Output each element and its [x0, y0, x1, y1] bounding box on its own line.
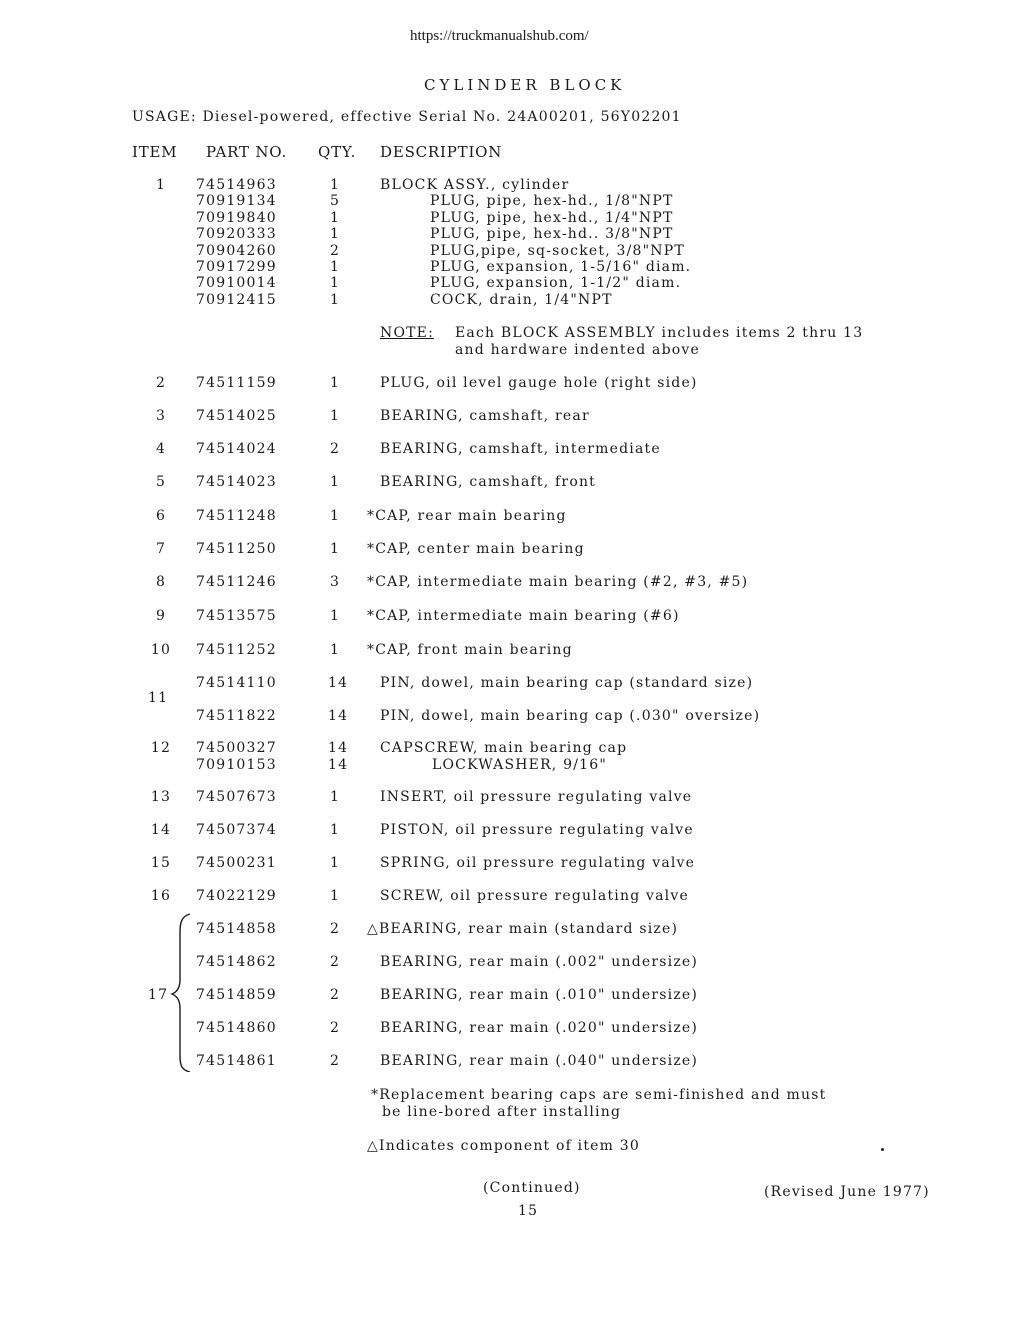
quantity: 1 — [329, 888, 341, 904]
part-number: 74514860 — [196, 1020, 277, 1036]
quantity: 5 — [329, 193, 341, 210]
table-row — [0, 1053, 1020, 1071]
table-row — [0, 757, 1020, 775]
description: CAPSCREW, main bearing cap — [380, 740, 628, 756]
description: PLUG, pipe, hex-hd.. 3/8"NPT — [430, 226, 674, 243]
table-row — [0, 642, 1020, 660]
description: PLUG, expansion, 1-1/2" diam. — [430, 275, 682, 292]
quantity: 14 — [328, 757, 349, 773]
description: *CAP, front main bearing — [367, 642, 573, 658]
revision-date: (Revised June 1977) — [764, 1184, 930, 1200]
note-line-2: and hardware indented above — [455, 342, 700, 358]
quantity: 1 — [329, 259, 341, 275]
quantity: 14 — [328, 675, 349, 691]
item-11-label: 11 — [148, 690, 169, 706]
description: BEARING, rear main (.002" undersize) — [380, 954, 699, 970]
table-row — [0, 608, 1020, 626]
part-number: 70920333 — [196, 226, 277, 243]
quantity: 1 — [329, 375, 341, 391]
item-number: 8 — [155, 574, 167, 590]
quantity: 2 — [329, 242, 341, 259]
description: PLUG, pipe, hex-hd., 1/4"NPT — [430, 209, 674, 226]
quantity: 1 — [329, 209, 341, 226]
table-row — [0, 259, 1020, 277]
table-row — [0, 574, 1020, 592]
part-number: 74514861 — [196, 1053, 277, 1069]
description: BEARING, rear main (.020" undersize) — [380, 1020, 699, 1036]
part-number: 74500327 — [196, 740, 277, 756]
item-number: 14 — [150, 822, 172, 838]
quantity: 1 — [329, 408, 341, 424]
part-number: 74514110 — [196, 675, 277, 691]
source-url: https://truckmanualshub.com/ — [410, 28, 589, 44]
item-number: 3 — [155, 408, 167, 424]
description: *CAP, intermediate main bearing (#2, #3, #5) — [367, 574, 749, 590]
part-number: 74514023 — [196, 474, 277, 490]
description: BEARING, camshaft, rear — [380, 408, 590, 424]
table-row — [0, 708, 1020, 726]
quantity: 1 — [329, 855, 341, 871]
quantity: 1 — [329, 541, 341, 557]
table-row — [0, 855, 1020, 873]
part-number: 74514024 — [196, 441, 277, 457]
note-line-1: Each BLOCK ASSEMBLY includes items 2 thru 13 — [455, 325, 864, 341]
item-number: 6 — [155, 508, 167, 524]
quantity: 2 — [329, 954, 341, 970]
description: BEARING, rear main (.010" undersize) — [380, 987, 699, 1003]
header-description: DESCRIPTION — [380, 143, 503, 161]
quantity: 3 — [329, 574, 341, 590]
part-number: 70919840 — [196, 209, 277, 226]
description: COCK, drain, 1/4"NPT — [430, 291, 613, 308]
table-row — [0, 740, 1020, 758]
quantity: 1 — [329, 822, 341, 838]
quantity: 2 — [329, 441, 341, 457]
part-number: 70910014 — [196, 275, 277, 292]
item-number: 2 — [155, 375, 167, 391]
description: BEARING, camshaft, intermediate — [380, 441, 661, 457]
description: SCREW, oil pressure regulating valve — [380, 888, 689, 904]
description: △BEARING, rear main (standard size) — [367, 921, 679, 937]
table-row — [0, 226, 1020, 244]
header-qty: QTY. — [318, 143, 357, 161]
part-number: 70917299 — [196, 259, 277, 275]
page-title: CYLINDER BLOCK — [424, 76, 626, 94]
quantity: 2 — [329, 987, 341, 1003]
continued-label: (Continued) — [483, 1180, 581, 1196]
part-number: 74022129 — [196, 888, 277, 904]
table-row — [0, 243, 1020, 261]
item-number: 13 — [150, 789, 172, 805]
part-number: 74507374 — [196, 822, 277, 838]
item-number: 9 — [155, 608, 167, 624]
page-number: 15 — [518, 1203, 539, 1219]
table-row — [0, 292, 1020, 310]
description: PIN, dowel, main bearing cap (standard size) — [380, 675, 754, 691]
part-number: 74511250 — [196, 541, 277, 557]
quantity: 1 — [329, 275, 341, 292]
header-part-no: PART NO. — [206, 143, 288, 161]
table-row — [0, 441, 1020, 459]
quantity: 1 — [329, 226, 341, 243]
part-number: 74511246 — [196, 574, 277, 590]
table-row — [0, 954, 1020, 972]
note-label: NOTE: — [380, 325, 435, 341]
description: BEARING, camshaft, front — [380, 474, 596, 490]
item-17-brace — [170, 912, 196, 1072]
part-number: 74514862 — [196, 954, 277, 970]
quantity: 1 — [329, 291, 341, 308]
item-number: 10 — [150, 642, 172, 658]
footnote-component: △Indicates component of item 30 — [367, 1138, 641, 1154]
description: PLUG, oil level gauge hole (right side) — [380, 375, 698, 391]
part-number: 74507673 — [196, 789, 277, 805]
quantity: 2 — [329, 1053, 341, 1069]
item-number: 15 — [150, 855, 172, 871]
quantity: 2 — [329, 1020, 341, 1036]
part-number: 74514859 — [196, 987, 277, 1003]
table-row — [0, 508, 1020, 526]
table-row — [0, 193, 1020, 211]
table-row — [0, 921, 1020, 939]
table-row — [0, 888, 1020, 906]
table-row — [0, 210, 1020, 228]
quantity: 1 — [329, 177, 341, 193]
item-number: 1 — [155, 177, 167, 193]
description: *CAP, center main bearing — [367, 541, 585, 557]
part-number: 74500231 — [196, 855, 277, 871]
description: *CAP, rear main bearing — [367, 508, 567, 524]
quantity: 1 — [329, 608, 341, 624]
description: PLUG, pipe, hex-hd., 1/8"NPT — [430, 193, 674, 210]
header-item: ITEM — [132, 143, 178, 161]
description: PIN, dowel, main bearing cap (.030" oversize) — [380, 708, 761, 724]
quantity: 14 — [328, 740, 349, 756]
quantity: 1 — [329, 642, 341, 658]
item-number: 7 — [155, 541, 167, 557]
footnote-replacement-cont: be line-bored after installing — [382, 1104, 622, 1120]
speck — [881, 1148, 884, 1151]
table-row — [0, 474, 1020, 492]
part-number: 74511159 — [196, 375, 277, 391]
table-row — [0, 822, 1020, 840]
item-number: 16 — [150, 888, 172, 904]
description: PLUG,pipe, sq-socket, 3/8"NPT — [430, 242, 685, 259]
item-number: 4 — [155, 441, 167, 457]
description: *CAP, intermediate main bearing (#6) — [367, 608, 680, 624]
usage-line: USAGE: Diesel-powered, effective Serial No. 24A00201, 56Y02201 — [132, 109, 682, 125]
description: BLOCK ASSY., cylinder — [380, 177, 570, 193]
part-number: 74511248 — [196, 508, 277, 524]
table-row — [0, 541, 1020, 559]
part-number: 70904260 — [196, 242, 277, 259]
description: BEARING, rear main (.040" undersize) — [380, 1053, 699, 1069]
table-row — [0, 375, 1020, 393]
quantity: 14 — [328, 708, 349, 724]
part-number: 70919134 — [196, 193, 277, 210]
part-number: 74514858 — [196, 921, 277, 937]
footnote-replacement: *Replacement bearing caps are semi-finished and must — [371, 1087, 827, 1103]
description: LOCKWASHER, 9/16" — [432, 757, 607, 773]
quantity: 2 — [329, 921, 341, 937]
part-number: 74513575 — [196, 608, 277, 624]
item-number: 5 — [155, 474, 167, 490]
quantity: 1 — [329, 474, 341, 490]
table-row — [0, 1020, 1020, 1038]
table-row — [0, 275, 1020, 293]
table-row — [0, 789, 1020, 807]
description: SPRING, oil pressure regulating valve — [380, 855, 696, 871]
part-number: 70910153 — [196, 757, 277, 773]
part-number: 74511252 — [196, 642, 277, 658]
part-number: 70912415 — [196, 291, 277, 308]
part-number: 74511822 — [196, 708, 277, 724]
table-row — [0, 408, 1020, 426]
description: PISTON, oil pressure regulating valve — [380, 822, 694, 838]
item-number: 12 — [150, 740, 172, 756]
description: PLUG, expansion, 1-5/16" diam. — [430, 259, 692, 275]
table-row — [0, 177, 1020, 195]
quantity: 1 — [329, 508, 341, 524]
part-number: 74514025 — [196, 408, 277, 424]
quantity: 1 — [329, 789, 341, 805]
description: INSERT, oil pressure regulating valve — [380, 789, 693, 805]
item-17-label: 17 — [148, 987, 169, 1003]
part-number: 74514963 — [196, 177, 277, 193]
